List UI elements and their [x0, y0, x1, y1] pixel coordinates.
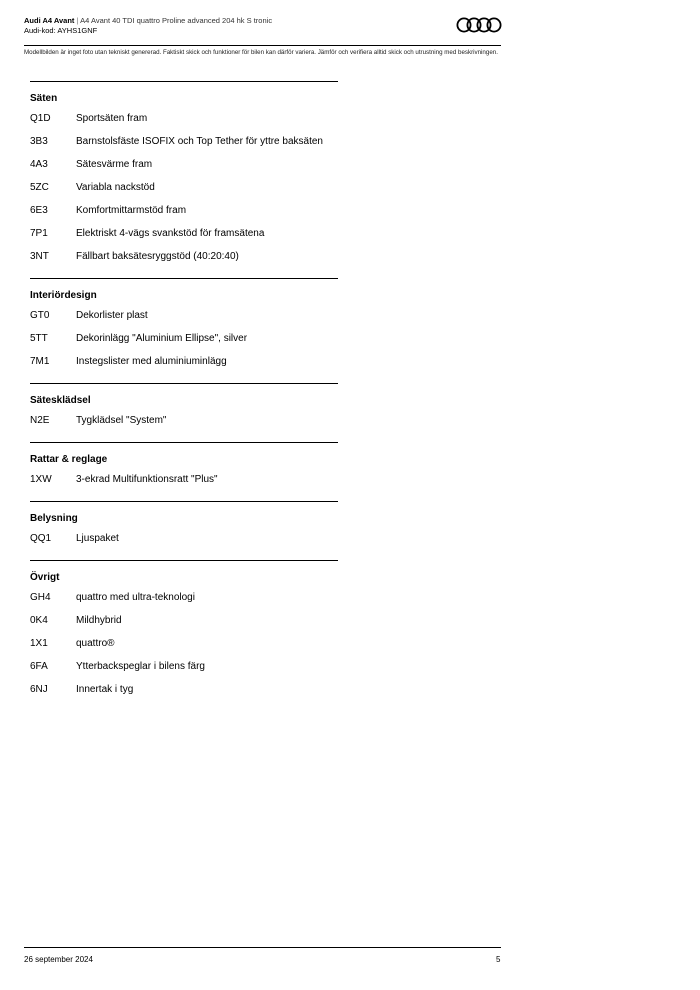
equipment-item	[30, 355, 338, 369]
equipment-item	[30, 591, 338, 605]
equipment-item	[30, 227, 338, 241]
section-title: Sätesklädsel	[30, 395, 91, 406]
equipment-label: quattro med ultra-teknologi	[76, 592, 195, 603]
equipment-section	[30, 560, 338, 711]
equipment-section	[30, 81, 338, 278]
equipment-code: 1XW	[30, 474, 52, 485]
model-variant: A4 Avant 40 TDI quattro Proline advanced 204 hk S tronic	[80, 16, 273, 25]
equipment-item	[30, 660, 338, 674]
equipment-code: QQ1	[30, 533, 52, 544]
equipment-section	[30, 442, 338, 501]
equipment-label: Fällbart baksätesryggstöd (40:20:40)	[76, 251, 239, 262]
equipment-code: 6FA	[30, 661, 48, 672]
equipment-code: 7M1	[30, 356, 50, 367]
equipment-label: Tygklädsel "System"	[76, 415, 167, 426]
equipment-item	[30, 532, 338, 546]
equipment-code: 5TT	[30, 333, 48, 344]
section-title: Belysning	[30, 513, 78, 524]
equipment-label: Komfortmittarmstöd fram	[76, 205, 187, 216]
equipment-item	[30, 309, 338, 323]
equipment-code: 3NT	[30, 251, 49, 262]
equipment-list	[30, 81, 338, 711]
equipment-section	[30, 278, 338, 383]
equipment-label: Dekorinlägg "Aluminium Ellipse", silver	[76, 333, 248, 344]
footer-divider	[24, 947, 501, 948]
model-name: Audi A4 Avant	[24, 16, 75, 25]
equipment-label: quattro®	[76, 638, 115, 649]
equipment-label: Ljuspaket	[76, 533, 119, 544]
equipment-label: Sportsäten fram	[76, 113, 148, 124]
equipment-label: Elektriskt 4-vägs svankstöd för framsätena	[76, 228, 265, 239]
header-divider	[24, 45, 501, 46]
section-title: Interiördesign	[30, 290, 97, 301]
equipment-label: Mildhybrid	[76, 615, 122, 626]
equipment-item	[30, 158, 338, 172]
equipment-label: Innertak i tyg	[76, 684, 134, 695]
equipment-code: 4A3	[30, 159, 48, 170]
page-header	[24, 16, 500, 36]
disclaimer-text: Modellbilden är inget foto utan tekniskt genererad. Faktiskt skick och funktioner för bilen kan därför variera. Jämför och verifiera alltid skick och utrustning med beskrivningen.	[24, 49, 498, 56]
footer-date: 26 september 2024	[24, 955, 93, 964]
equipment-section	[30, 383, 338, 442]
equipment-item	[30, 135, 338, 149]
equipment-label: 3-ekrad Multifunktionsratt "Plus"	[76, 474, 218, 485]
page-number: 5	[496, 955, 501, 964]
equipment-code: 5ZC	[30, 182, 49, 193]
audi-code: Audi-kod: AYHS1GNF	[24, 26, 98, 35]
equipment-item	[30, 637, 338, 651]
equipment-code: 0K4	[30, 615, 48, 626]
equipment-item	[30, 414, 338, 428]
equipment-item	[30, 250, 338, 264]
section-title: Rattar & reglage	[30, 454, 108, 465]
equipment-code: 6NJ	[30, 684, 48, 695]
equipment-label: Instegslister med aluminiuminlägg	[76, 356, 227, 367]
equipment-label: Variabla nackstöd	[76, 182, 155, 193]
equipment-item	[30, 473, 338, 487]
equipment-item	[30, 614, 338, 628]
equipment-item	[30, 181, 338, 195]
equipment-item	[30, 332, 338, 346]
audi-rings-logo	[456, 16, 502, 34]
equipment-label: Barnstolsfäste ISOFIX och Top Tether för yttre baksäten	[76, 136, 323, 147]
equipment-code: GH4	[30, 592, 51, 603]
section-title: Säten	[30, 93, 58, 104]
equipment-code: N2E	[30, 415, 50, 426]
equipment-item	[30, 683, 338, 697]
equipment-code: 1X1	[30, 638, 48, 649]
title-separator: |	[76, 16, 79, 25]
equipment-code: 6E3	[30, 205, 48, 216]
equipment-label: Dekorlister plast	[76, 310, 148, 321]
equipment-item	[30, 204, 338, 218]
equipment-section	[30, 501, 338, 560]
equipment-code: 3B3	[30, 136, 48, 147]
equipment-code: Q1D	[30, 113, 51, 124]
equipment-label: Ytterbackspeglar i bilens färg	[76, 661, 205, 672]
equipment-label: Sätesvärme fram	[76, 159, 153, 170]
equipment-code: GT0	[30, 310, 50, 321]
equipment-item	[30, 112, 338, 126]
section-title: Övrigt	[30, 572, 60, 583]
equipment-code: 7P1	[30, 228, 48, 239]
model-title	[24, 16, 500, 26]
